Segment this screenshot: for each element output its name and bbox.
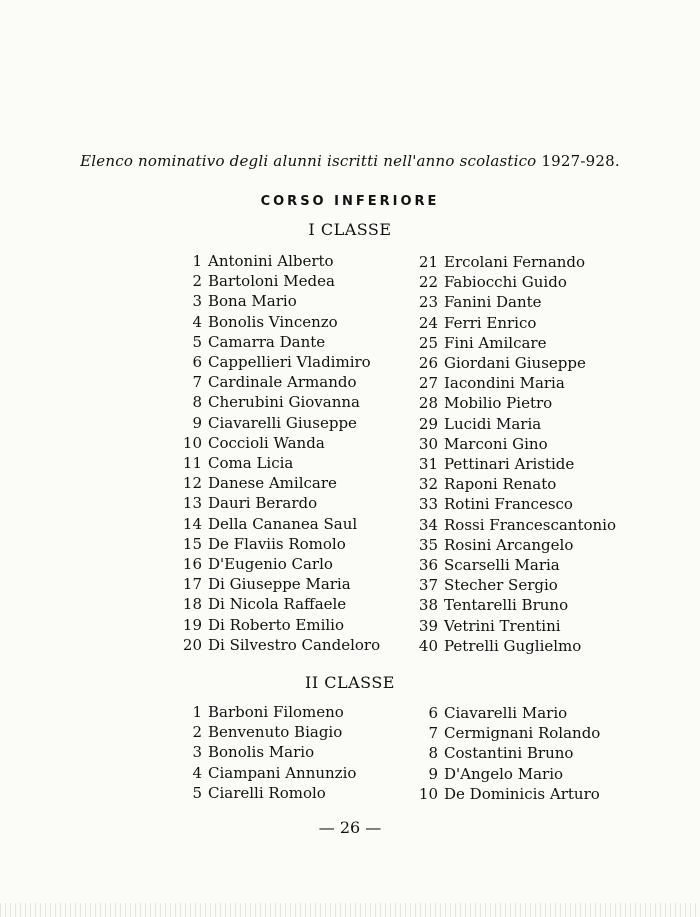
student-name: De Dominicis Arturo — [444, 784, 600, 803]
class-title-2: II CLASSE — [305, 673, 395, 692]
item-number: 28 — [418, 394, 438, 413]
item-number: 36 — [418, 556, 438, 574]
item-number: 30 — [418, 434, 438, 453]
student-name: Ercolani Fernando — [444, 253, 586, 271]
page-number: — 26 — — [318, 818, 382, 837]
student-name: Stecher Sergio — [444, 576, 558, 595]
item-number: 31 — [418, 455, 438, 473]
item-number: 19 — [182, 615, 202, 634]
student-name: Mobilio Pietro — [444, 394, 553, 413]
item-number: 5 — [192, 783, 202, 802]
student-name: Di Nicola Raffaele — [208, 595, 347, 614]
student-name: Raponi Renato — [444, 475, 557, 494]
item-number: 3 — [192, 743, 202, 762]
item-number: 12 — [182, 474, 202, 493]
class-title-1: I CLASSE — [308, 220, 392, 239]
student-name: Tentarelli Bruno — [444, 596, 569, 615]
item-number: 39 — [418, 616, 438, 635]
item-number: 8 — [192, 393, 202, 412]
item-number: 34 — [418, 515, 438, 534]
student-name: Danese Amilcare — [208, 474, 337, 493]
item-number: 1 — [192, 252, 202, 270]
item-number: 3 — [192, 292, 202, 311]
item-number: 17 — [182, 575, 202, 594]
student-name: Petrelli Guglielmo — [444, 636, 582, 655]
student-name: Della Cananea Saul — [208, 514, 358, 533]
student-name: Rotini Francesco — [444, 495, 573, 514]
student-name: Vetrini Trentini — [444, 616, 561, 635]
item-number: 37 — [418, 576, 438, 595]
student-name: Cherubini Giovanna — [208, 393, 360, 412]
item-number: 40 — [418, 636, 438, 655]
item-number: 14 — [182, 514, 202, 533]
student-name: Scarselli Maria — [444, 556, 560, 574]
item-number: 26 — [418, 354, 438, 372]
item-number: 6 — [192, 353, 202, 371]
student-name: D'Angelo Mario — [444, 764, 564, 783]
student-name: Cardinale Armando — [208, 373, 357, 392]
item-number: 22 — [418, 273, 438, 292]
student-name: De Flaviis Romolo — [208, 534, 346, 553]
student-name: Ciavarelli Giuseppe — [208, 413, 357, 432]
student-name: Ciarelli Romolo — [208, 783, 326, 802]
student-name: Di Roberto Emilio — [208, 615, 344, 634]
student-name: Giordani Giuseppe — [444, 354, 586, 372]
student-name: Fanini Dante — [444, 293, 542, 312]
item-number: 7 — [192, 373, 202, 392]
student-name: Di Giuseppe Maria — [208, 575, 351, 594]
item-number: 11 — [182, 454, 202, 472]
student-name: Marconi Gino — [444, 434, 548, 453]
item-number: 10 — [182, 433, 202, 452]
student-name: Bartoloni Medea — [208, 272, 335, 291]
student-name: Cermignani Rolando — [444, 724, 601, 743]
student-name: Fini Amilcare — [444, 333, 547, 352]
scan-edge — [0, 903, 700, 917]
student-name: Rosini Arcangelo — [444, 535, 574, 554]
item-number: 25 — [418, 333, 438, 352]
student-name: Dauri Berardo — [208, 494, 318, 513]
item-number: 1 — [192, 703, 202, 721]
item-number: 2 — [192, 723, 202, 742]
item-number: 16 — [182, 555, 202, 573]
item-number: 15 — [182, 534, 202, 553]
student-name: Lucidi Maria — [444, 414, 542, 433]
section-title: CORSO INFERIORE — [260, 194, 440, 209]
item-number: 9 — [428, 764, 438, 783]
student-name: Bonolis Vincenzo — [208, 312, 338, 331]
item-number: 8 — [428, 744, 438, 763]
student-name: Coccioli Wanda — [208, 433, 325, 452]
student-name: Ciavarelli Mario — [444, 704, 568, 722]
item-number: 20 — [182, 635, 202, 654]
student-name: Costantini Bruno — [444, 744, 574, 763]
item-number: 6 — [428, 704, 438, 722]
item-number: 4 — [192, 312, 202, 331]
student-name: Pettinari Aristide — [444, 455, 575, 473]
student-name: Benvenuto Biagio — [208, 723, 343, 742]
item-number: 13 — [182, 494, 202, 513]
heading-text: Elenco nominativo degli alunni iscritti nell'anno scolastico — [80, 152, 537, 170]
student-name: Antonini Alberto — [208, 252, 334, 270]
student-name: Barboni Filomeno — [208, 703, 344, 721]
student-name: Bona Mario — [208, 292, 297, 311]
heading-year: 1927-928. — [541, 152, 620, 170]
student-name: Ciampani Annunzio — [208, 763, 357, 782]
student-name: Ferri Enrico — [444, 313, 537, 332]
page-heading — [0, 152, 700, 170]
item-number: 35 — [418, 535, 438, 554]
item-number: 23 — [418, 293, 438, 312]
item-number: 27 — [418, 374, 438, 393]
item-number: 10 — [418, 784, 438, 803]
item-number: 24 — [418, 313, 438, 332]
student-name: D'Eugenio Carlo — [208, 555, 333, 573]
student-name: Iacondini Maria — [444, 374, 565, 393]
item-number: 33 — [418, 495, 438, 514]
student-name: Coma Licia — [208, 454, 294, 472]
item-number: 21 — [418, 253, 438, 271]
student-name: Camarra Dante — [208, 332, 326, 351]
item-number: 7 — [428, 724, 438, 743]
item-number: 2 — [192, 272, 202, 291]
item-number: 5 — [192, 332, 202, 351]
student-name: Di Silvestro Candeloro — [208, 635, 381, 654]
item-number: 4 — [192, 763, 202, 782]
item-number: 18 — [182, 595, 202, 614]
item-number: 32 — [418, 475, 438, 494]
student-name: Rossi Francescantonio — [444, 515, 616, 534]
item-number: 38 — [418, 596, 438, 615]
student-name: Bonolis Mario — [208, 743, 315, 762]
item-number: 29 — [418, 414, 438, 433]
item-number: 9 — [192, 413, 202, 432]
student-name: Cappellieri Vladimiro — [208, 353, 371, 371]
student-name: Fabiocchi Guido — [444, 273, 567, 292]
